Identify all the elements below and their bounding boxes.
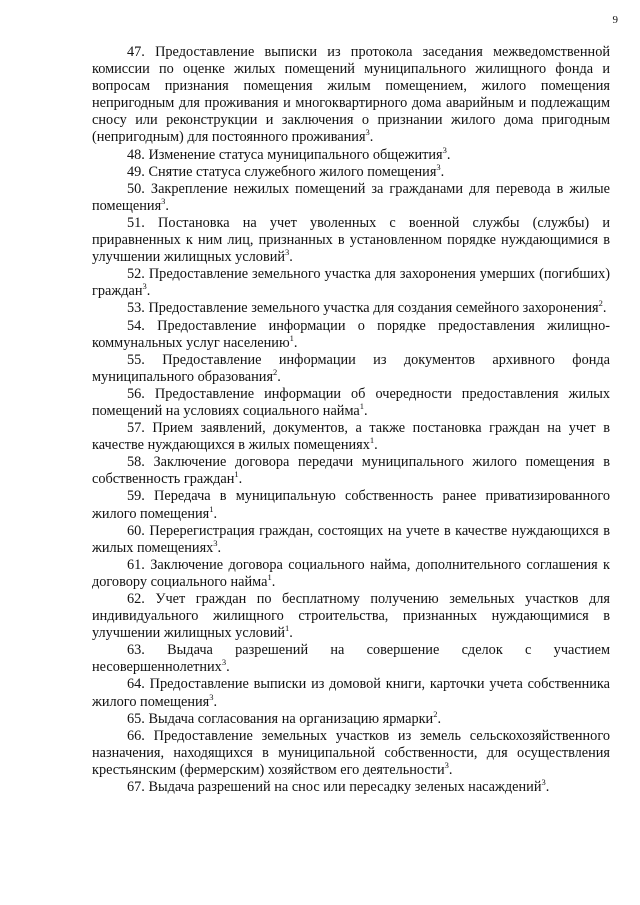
list-item-period: . bbox=[226, 659, 230, 676]
list-item bbox=[92, 708, 610, 728]
list-item-text: 49. Снятие статуса служебного жилого помещения bbox=[127, 163, 437, 180]
list-item-period: . bbox=[289, 625, 293, 642]
list-item-text: 53. Предоставление земельного участка для создания семейного захоронения bbox=[127, 300, 599, 317]
footnote-marker: 1 bbox=[359, 400, 364, 411]
footnote-marker: 3 bbox=[285, 247, 290, 258]
page-number: 9 bbox=[612, 14, 618, 26]
list-item-text: 57. Прием заявлений, документов, а также постановка граждан на учет в качестве нуждающихся в жилых помещениях bbox=[92, 420, 610, 454]
footnote-marker: 3 bbox=[444, 759, 449, 770]
list-item bbox=[92, 386, 610, 420]
list-item-text: 63. Выдача разрешений на совершение сделок с участием несовершеннолетних bbox=[92, 642, 610, 676]
footnote-marker: 1 bbox=[234, 469, 239, 480]
list-item bbox=[92, 523, 610, 557]
list-item-period: . bbox=[446, 146, 451, 163]
list-item-text: 58. Заключение договора передачи муниципального жилого помещения в собственность граждан bbox=[92, 454, 610, 488]
footnote-marker: 3 bbox=[221, 657, 227, 668]
footnote-marker: 3 bbox=[442, 144, 447, 155]
list-item bbox=[92, 454, 610, 488]
footnote-marker: 3 bbox=[365, 127, 370, 138]
footnote-marker: 1 bbox=[285, 623, 290, 634]
list-item-text: 55. Предоставление информации из документов архивного фонда муниципального образования bbox=[92, 351, 610, 385]
list-item-period: . bbox=[165, 197, 169, 214]
list-item bbox=[92, 728, 610, 779]
footnote-marker: 2 bbox=[273, 366, 278, 377]
list-item-period: . bbox=[217, 539, 222, 556]
list-item bbox=[92, 591, 610, 642]
list-item-period: . bbox=[146, 283, 151, 300]
list-item-period: . bbox=[374, 437, 378, 454]
list-item-text: 66. Предоставление земельных участков из земель сельскохозяйственного назначения, находящихся в муниципальной собственности, для осуществления крестьянским (фермерским) хозяйством его деятельности bbox=[92, 727, 610, 778]
list-item-text: 51. Постановка на учет уволенных с военной службы (службы) и приравненных к ним лиц, признанных в установленном порядке нуждающимися в улучшении жилищных условий bbox=[92, 214, 610, 266]
list-item bbox=[92, 318, 610, 352]
list-item-text: 64. Предоставление выписки из домовой книги, карточки учета собственника жилого помещения bbox=[92, 676, 610, 710]
footnote-marker: 3 bbox=[209, 691, 214, 702]
footnote-marker: 3 bbox=[142, 281, 147, 292]
list-item bbox=[92, 676, 610, 710]
list-item-text: 54. Предоставление информации о порядке предоставления жилищно-коммунальных услуг населению bbox=[92, 317, 610, 351]
footnote-marker: 1 bbox=[289, 332, 294, 343]
list-item-text: 67. Выдача разрешений на снос или пересадку зеленых насаждений bbox=[127, 779, 542, 796]
list-item bbox=[92, 779, 610, 796]
list-item bbox=[92, 266, 610, 300]
list-item bbox=[92, 161, 610, 181]
list-item bbox=[92, 44, 610, 147]
list-item-period: . bbox=[289, 249, 293, 266]
footnote-marker: 2 bbox=[433, 708, 438, 719]
footnote-marker: 3 bbox=[161, 195, 166, 206]
list-item bbox=[92, 488, 610, 522]
list-item-period: . bbox=[448, 761, 453, 778]
list-item bbox=[92, 300, 610, 317]
list-item-period: . bbox=[545, 779, 550, 796]
footnote-marker: 3 bbox=[541, 777, 546, 788]
footnote-marker: 3 bbox=[213, 537, 218, 548]
list-item-text: 52. Предоставление земельного участка для захоронения умерших (погибших) граждан bbox=[92, 266, 610, 300]
list-item-period: . bbox=[440, 163, 445, 180]
list-item bbox=[92, 144, 610, 164]
list-item-text: 62. Учет граждан по бесплатному получению земельных участков для индивидуального жилищного строительства, признанных нуждающимися в улучшении жилищных условий bbox=[92, 591, 610, 642]
list-item-period: . bbox=[602, 300, 607, 317]
footnote-marker: 1 bbox=[369, 435, 375, 446]
list-item bbox=[92, 181, 610, 215]
list-item-period: . bbox=[437, 710, 442, 727]
list-item-text: 60. Перерегистрация граждан, состоящих на учете в качестве нуждающихся в жилых помещениях bbox=[92, 522, 610, 556]
footnote-marker: 1 bbox=[209, 503, 214, 514]
list-item-period: . bbox=[277, 368, 281, 385]
list-item-period: . bbox=[271, 573, 276, 590]
list-item bbox=[92, 420, 610, 454]
list-item bbox=[92, 215, 610, 266]
list-item-text: 65. Выдача согласования на организацию ярмарки bbox=[127, 710, 434, 727]
list-item-period: . bbox=[213, 505, 218, 522]
list-item-period: . bbox=[238, 471, 243, 488]
document-body bbox=[92, 44, 610, 796]
list-item-period: . bbox=[213, 693, 218, 710]
list-item-text: 48. Изменение статуса муниципального общежития bbox=[127, 146, 443, 163]
list-item bbox=[92, 642, 610, 676]
list-item-text: 61. Заключение договора социального найма, дополнительного соглашения к договору социального найма bbox=[92, 556, 610, 590]
list-item-text: 50. Закрепление нежилых помещений за гражданами для перевода в жилые помещения bbox=[92, 180, 610, 214]
list-item-text: 59. Передача в муниципальную собственность ранее приватизированного жилого помещения bbox=[92, 488, 610, 522]
footnote-marker: 3 bbox=[436, 161, 441, 172]
list-item bbox=[92, 352, 610, 386]
list-item-text: 56. Предоставление информации об очередности предоставления жилых помещений на условиях социального найма bbox=[92, 385, 610, 419]
list-item-period: . bbox=[369, 129, 374, 146]
list-item-text: 47. Предоставление выписки из протокола заседания межведомственной комиссии по оценке жилых помещений муниципального жилищного фонда и вопросам признания помещения жилым помещением, жилого помещения непригодным для проживания и многоквартирного дома аварийным и подлежащим сносу или реконструкции и заключения о признании жилого дома пригодным (непригодным) для постоянного проживания bbox=[92, 44, 610, 146]
footnote-marker: 1 bbox=[267, 571, 272, 582]
list-item-period: . bbox=[293, 334, 298, 351]
list-item bbox=[92, 557, 610, 591]
list-item-period: . bbox=[364, 402, 368, 419]
footnote-marker: 2 bbox=[598, 298, 603, 309]
